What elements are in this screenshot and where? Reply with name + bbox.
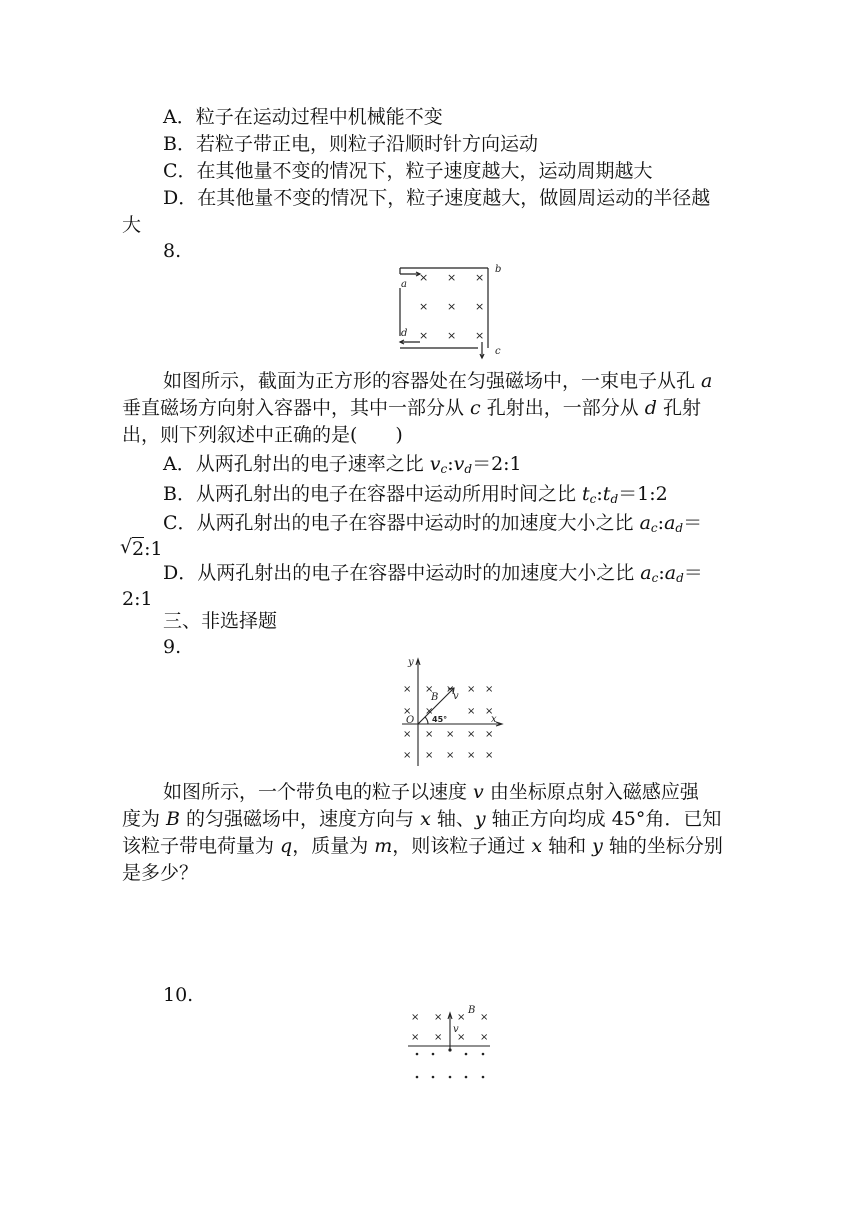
- svg-text:×: ×: [485, 750, 494, 761]
- q8-label-a: a: [401, 279, 407, 290]
- q9-number: 9.: [163, 636, 182, 658]
- q8-colon: :: [447, 453, 454, 475]
- q9-label-v: v: [453, 691, 459, 702]
- q8-equals: ＝: [683, 562, 703, 584]
- q8-cross: ×: [447, 329, 457, 342]
- q7-option-a: A．粒子在运动过程中机械能不变: [163, 106, 443, 128]
- q8-sub-d: d: [464, 462, 473, 476]
- q9-text: 轴正方向均成 45°角．已知: [485, 808, 722, 830]
- q8-number: 8.: [163, 240, 182, 262]
- q9-label-origin: O: [406, 715, 415, 726]
- q8-stem-text: 孔射出，一部分从: [480, 397, 645, 419]
- svg-text:×: ×: [425, 684, 434, 695]
- q8-cross: ×: [419, 329, 429, 342]
- q8-var-a: a: [701, 370, 713, 392]
- svg-text:×: ×: [403, 750, 412, 761]
- q9-text: 该粒子带电荷量为: [122, 835, 281, 857]
- q8-stem-text: 孔射: [656, 397, 702, 419]
- q8-cross: ×: [447, 271, 457, 284]
- q8-sub-c: c: [651, 571, 659, 585]
- svg-text:×: ×: [485, 706, 494, 717]
- q9-text: 的匀强磁场中，速度方向与: [180, 808, 421, 830]
- sqrt-radicand: 2: [132, 538, 145, 560]
- q8-var-c: c: [470, 397, 481, 419]
- svg-text:×: ×: [434, 1012, 443, 1023]
- q9-line2: [122, 806, 721, 832]
- svg-text:×: ×: [467, 684, 476, 695]
- q9-text: 如图所示，一个带负电的粒子以速度: [163, 781, 474, 803]
- q9-var-m: m: [374, 835, 393, 857]
- q8-option-text: D．从两孔射出的电子在容器中运动时的加速度大小之比: [163, 562, 641, 584]
- svg-text:×: ×: [425, 729, 434, 740]
- q9-var-b: B: [166, 808, 181, 830]
- q7-option-b: B．若粒子带正电，则粒子沿顺时针方向运动: [163, 133, 538, 155]
- svg-text:×: ×: [446, 750, 455, 761]
- q8-cross: ×: [475, 271, 485, 284]
- q8-sub-c: c: [589, 492, 597, 506]
- svg-text:×: ×: [411, 1032, 420, 1043]
- q9-var-v: v: [473, 781, 484, 803]
- svg-text:×: ×: [411, 1012, 420, 1023]
- q8-cross: ×: [419, 271, 429, 284]
- q9-text: ，则该粒子通过: [392, 835, 532, 857]
- q8-label-b: b: [495, 264, 502, 275]
- q10-label-b: B: [468, 1005, 476, 1016]
- q7-option-c: C．在其他量不变的情况下，粒子速度越大，运动周期越大: [163, 160, 653, 182]
- q8-colon: :: [658, 562, 665, 584]
- svg-text:×: ×: [425, 750, 434, 761]
- svg-text:×: ×: [434, 1032, 443, 1043]
- q9-label-b: B: [431, 692, 439, 703]
- q8-option-b: [163, 481, 668, 512]
- q8-option-text: :1: [144, 538, 163, 560]
- q8-var-a: a: [664, 512, 676, 534]
- q10-label-v: v: [453, 1024, 459, 1035]
- q9-var-y: y: [474, 808, 486, 830]
- q8-stem-line2: [122, 395, 701, 421]
- q10-figure: [404, 1002, 500, 1086]
- q8-stem-line1: [163, 368, 712, 394]
- q8-option-d-line1: [163, 560, 703, 591]
- q8-cross: ×: [419, 300, 429, 313]
- q8-option-a: [163, 451, 522, 482]
- q9-label-angle: 45°: [432, 715, 448, 724]
- q8-var-v: v: [453, 453, 465, 475]
- q9-text: 由坐标原点射入磁感应强: [483, 781, 699, 803]
- q8-option-text: C．从两孔射出的电子在容器中运动时的加速度大小之比: [163, 512, 640, 534]
- q9-text: 轴、: [430, 808, 475, 830]
- q9-var-y: y: [592, 835, 603, 857]
- q8-stem-line3: 出，则下列叙述中正确的是( ): [122, 424, 403, 446]
- svg-text:×: ×: [467, 750, 476, 761]
- q10-number: 10.: [163, 984, 194, 1006]
- q9-text: 轴的坐标分别: [602, 835, 723, 857]
- q8-cross: ×: [475, 300, 485, 313]
- q8-var-a: a: [640, 562, 652, 584]
- q9-line3: [122, 833, 723, 859]
- svg-text:×: ×: [480, 1032, 489, 1043]
- svg-text:×: ×: [480, 1012, 489, 1023]
- svg-text:×: ×: [403, 684, 412, 695]
- q8-sub-c: c: [440, 462, 448, 476]
- q8-var-t: t: [602, 483, 611, 505]
- q9-text: ，质量为: [292, 835, 375, 857]
- q8-option-text: ＝1:2: [618, 483, 668, 505]
- sqrt-symbol: [122, 536, 144, 562]
- q8-colon: :: [657, 512, 665, 534]
- q8-var-t: t: [582, 483, 590, 505]
- q8-option-text: ＝2:1: [472, 453, 522, 475]
- svg-text:×: ×: [425, 706, 434, 717]
- svg-text:×: ×: [485, 684, 494, 695]
- q8-stem-text: 如图所示，截面为正方形的容器处在匀强磁场中，一束电子从孔: [163, 370, 702, 392]
- q9-label-x: x: [491, 714, 497, 725]
- q8-option-c-line2: [122, 536, 163, 562]
- q8-label-d: d: [401, 328, 408, 339]
- q8-colon: :: [596, 483, 603, 505]
- q9-line4: 是多少？: [122, 862, 199, 884]
- q8-option-c-line1: [163, 510, 702, 541]
- q9-text: 轴和: [542, 835, 593, 857]
- q8-var-a: a: [664, 562, 677, 584]
- q8-label-c: c: [495, 346, 501, 357]
- q8-figure: [392, 262, 512, 362]
- q8-var-v: v: [429, 453, 441, 475]
- q8-sub-d: d: [675, 521, 684, 535]
- svg-text:×: ×: [467, 729, 476, 740]
- q9-var-x: x: [420, 808, 431, 830]
- q9-var-x: x: [531, 835, 543, 857]
- q8-option-text: B．从两孔射出的电子在容器中运动所用时间之比: [163, 483, 583, 505]
- svg-text:×: ×: [446, 729, 455, 740]
- svg-text:×: ×: [446, 684, 455, 695]
- q9-line1: [163, 779, 699, 805]
- q8-option-text: A．从两孔射出的电子速率之比: [163, 453, 430, 475]
- q8-stem-text: 垂直磁场方向射入容器中，其中一部分从: [122, 397, 471, 419]
- q8-sub-c: c: [650, 521, 658, 535]
- q7-option-d-line2: 大: [122, 214, 142, 236]
- svg-text:×: ×: [457, 1012, 466, 1023]
- q8-cross: ×: [447, 300, 457, 313]
- q9-figure: [398, 656, 508, 768]
- q8-equals: ＝: [683, 512, 703, 534]
- svg-text:×: ×: [457, 1032, 466, 1043]
- svg-text:×: ×: [403, 706, 412, 717]
- q9-text: 度为: [122, 808, 167, 830]
- q9-var-q: q: [280, 835, 293, 857]
- q7-option-d-line1: D．在其他量不变的情况下，粒子速度越大，做圆周运动的半径越: [163, 187, 711, 209]
- q8-sub-d: d: [676, 571, 684, 585]
- q8-cross: ×: [475, 329, 485, 342]
- q8-var-a: a: [639, 512, 651, 534]
- section-heading: 三、非选择题: [163, 610, 278, 632]
- svg-text:×: ×: [467, 706, 476, 717]
- q9-label-y: y: [408, 657, 414, 668]
- svg-text:×: ×: [403, 729, 412, 740]
- q8-sub-d: d: [610, 492, 619, 506]
- q8-option-d-line2: 2:1: [122, 588, 153, 610]
- svg-text:×: ×: [485, 729, 494, 740]
- q8-var-d: d: [644, 397, 657, 419]
